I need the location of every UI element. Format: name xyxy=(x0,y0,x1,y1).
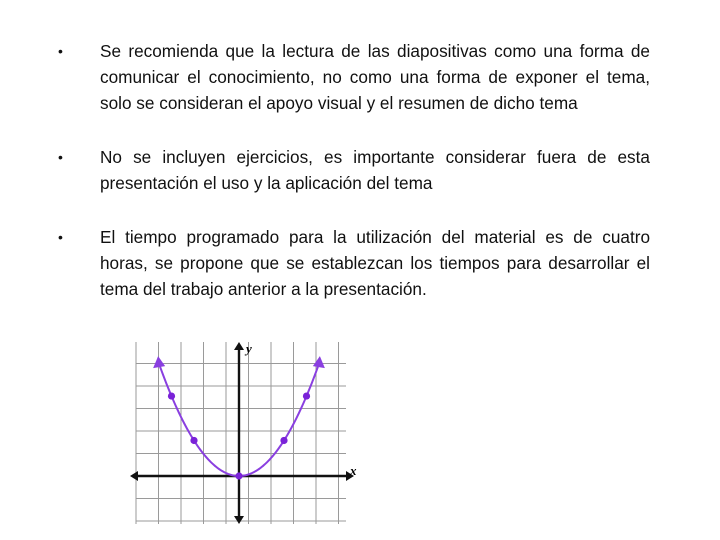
graph-point xyxy=(280,437,287,444)
bullet-marker: • xyxy=(58,229,63,245)
parabola-graph xyxy=(124,334,366,530)
x-axis-label: x xyxy=(350,463,357,478)
bullet-marker: • xyxy=(58,43,63,59)
y-axis-arrow-down xyxy=(234,516,244,524)
graph-point xyxy=(190,437,197,444)
bullet-text: Se recomienda que la lectura de las diapositivas como una forma de comunicar el conocimiento, no como una forma de exponer el tema, solo se consideran el apoyo visual y el resumen de dicho tema xyxy=(100,41,650,113)
parabola-graph-svg xyxy=(124,334,366,530)
bullet-item xyxy=(58,144,650,196)
graph-point xyxy=(168,392,175,399)
bullet-list xyxy=(58,38,650,302)
graph-point xyxy=(303,392,310,399)
y-axis-label: y xyxy=(246,341,252,356)
x-axis-arrow-left xyxy=(130,471,138,481)
bullet-item xyxy=(58,38,650,116)
bullet-text: No se incluyen ejercicios, es importante considerar fuera de esta presentación el uso y la aplicación del tema xyxy=(100,147,650,193)
curve-arrow-right xyxy=(313,356,325,368)
graph-point xyxy=(235,472,242,479)
bullet-marker: • xyxy=(58,149,63,165)
y-axis-arrow-up xyxy=(234,342,244,350)
bullet-item xyxy=(58,224,650,302)
graph-axes xyxy=(130,342,354,524)
curve-arrow-left xyxy=(153,356,165,368)
graph-grid xyxy=(136,342,346,524)
bullet-text: El tiempo programado para la utilización del material es de cuatro horas, se propone que se establezcan los tiempos para desarrollar el tema del trabajo anterior a la presentación. xyxy=(100,227,650,299)
